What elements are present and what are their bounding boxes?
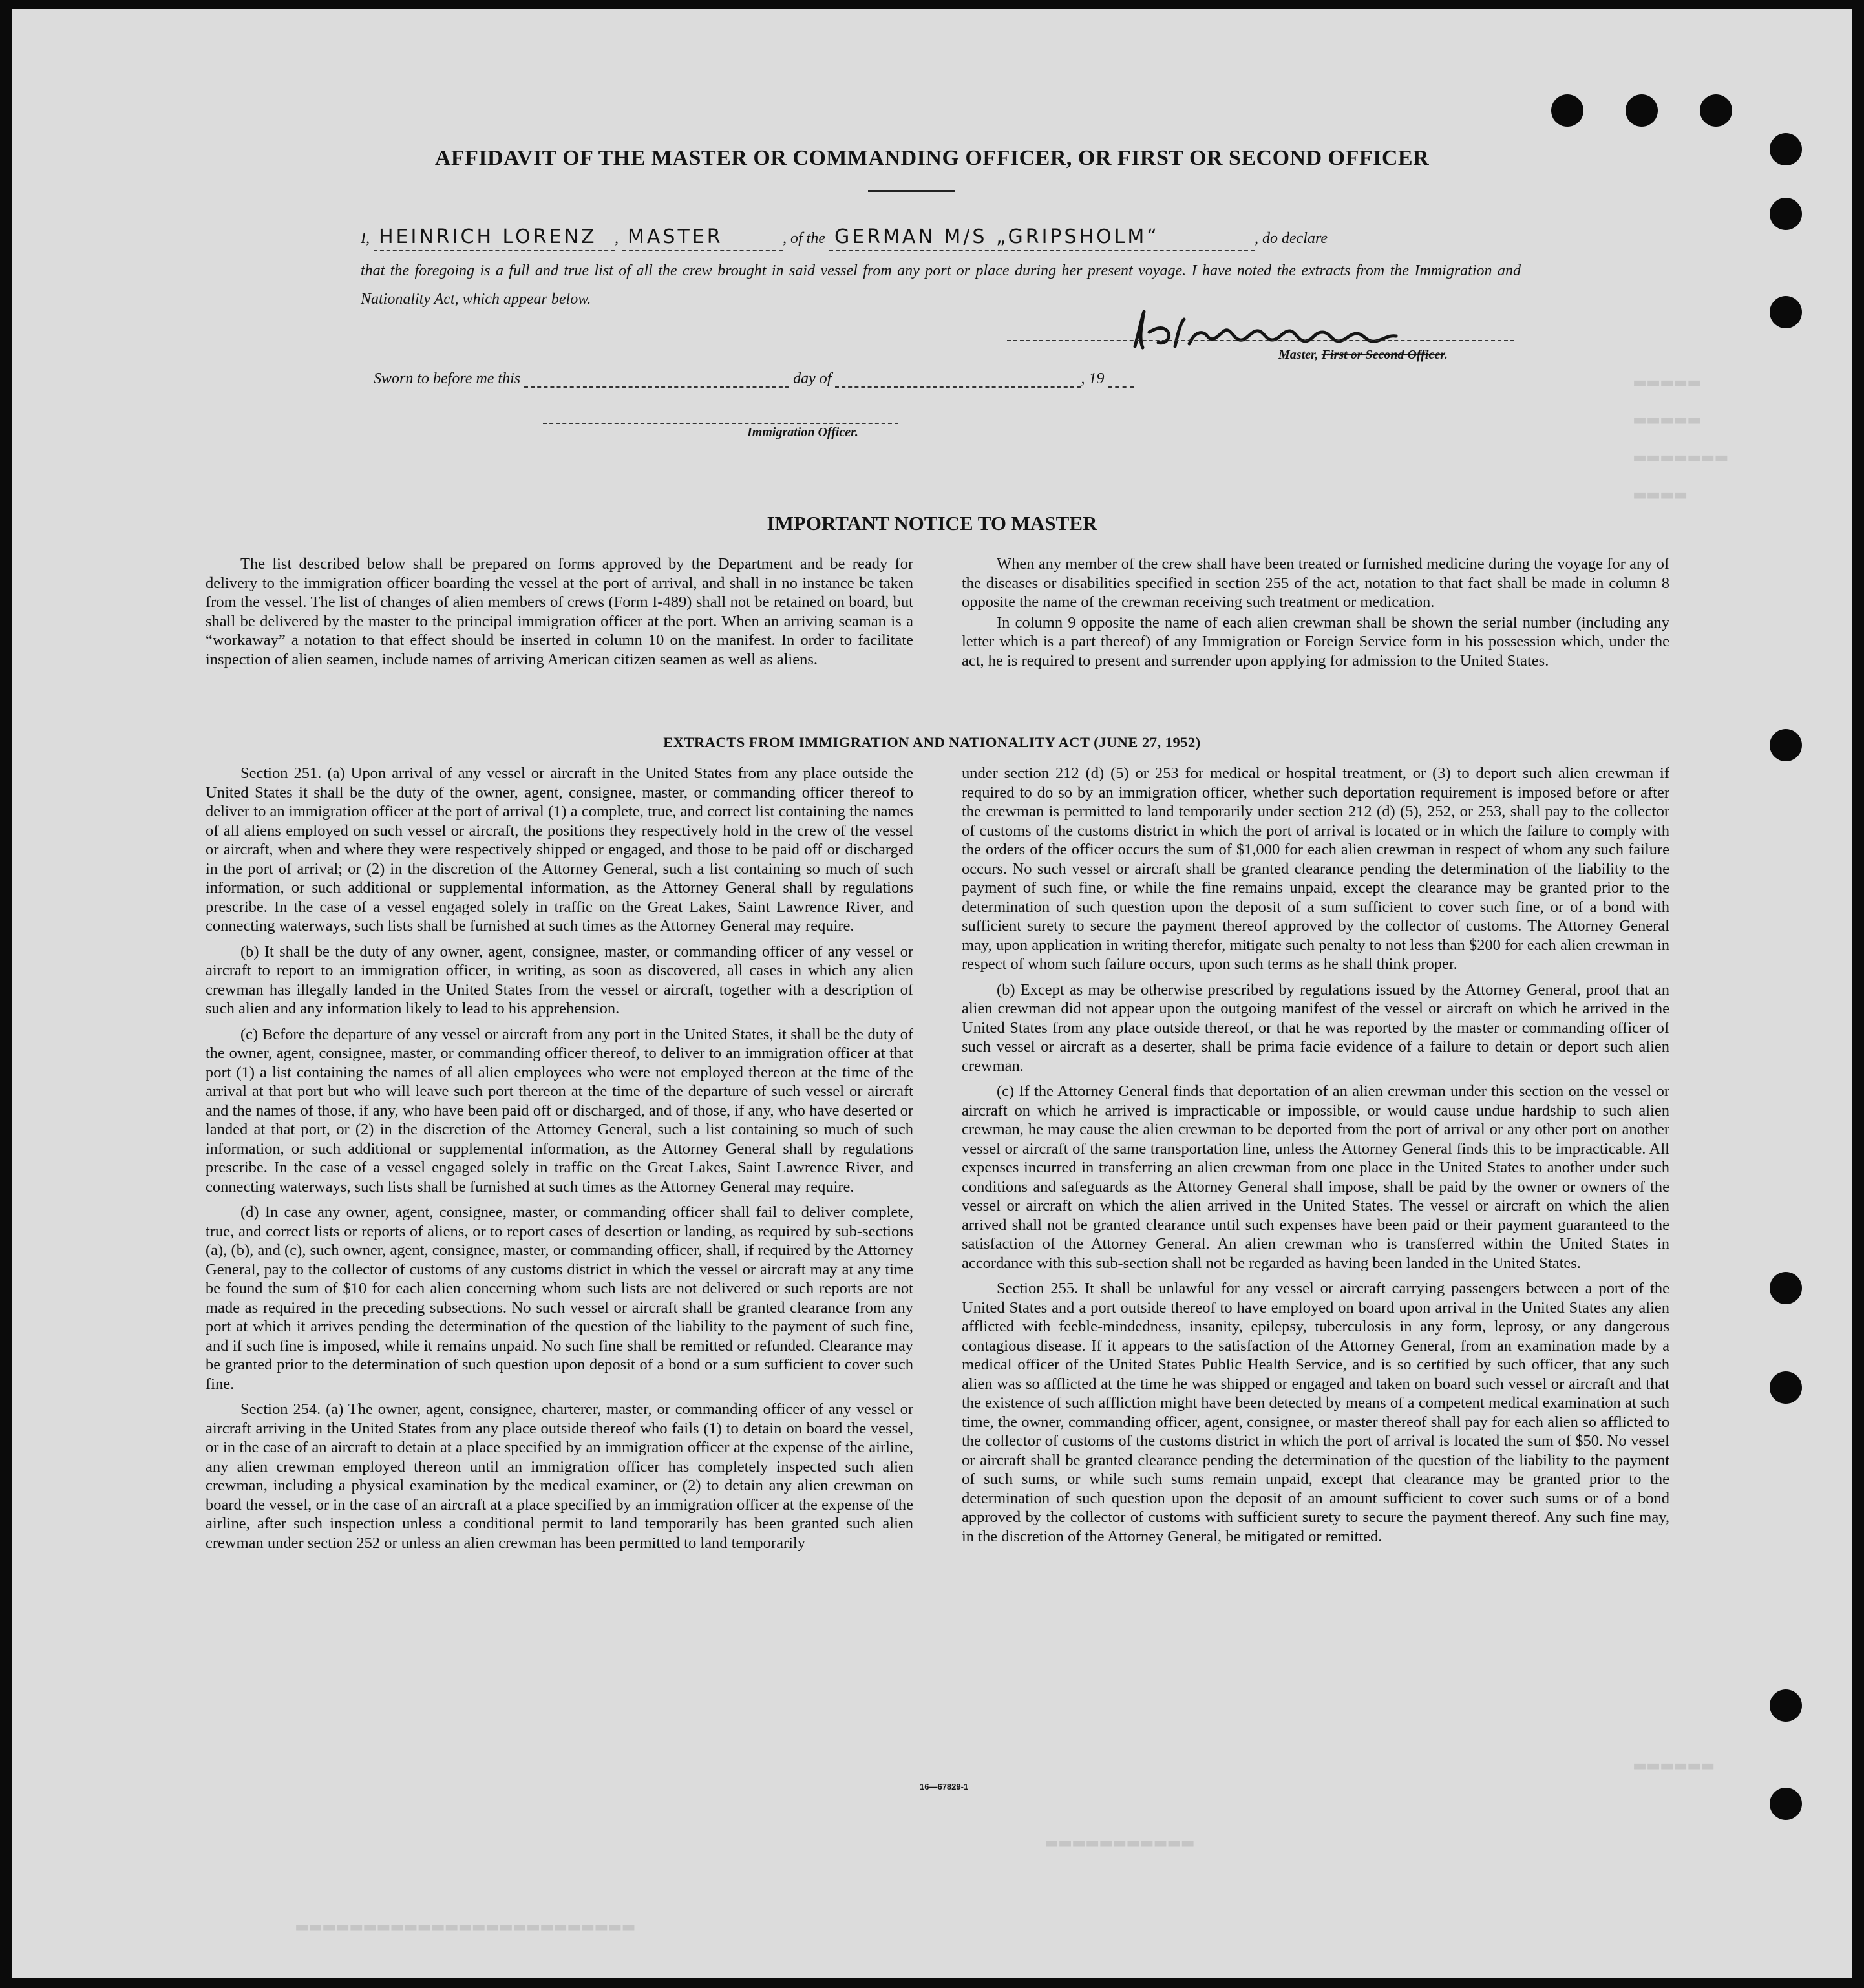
punch-hole xyxy=(1770,1272,1802,1304)
master-label: Master, xyxy=(1278,348,1319,362)
master-name-field: HEINRICH LORENZ xyxy=(374,224,615,251)
act-paragraph: Section 254. (a) The owner, agent, consignee, charterer, master, or commanding officer of any vessel or aircraft arriving in the United States from any place outside thereof who fails (1) to detain on board the vessel, or in the case of an aircraft to detain at a place specified by an immigration officer at the expense of the airline, any alien crewman employed thereon until an immigration officer has completely inspected such alien crewman, including a physical examination by the medical examiner, or (2) to detain any alien crewman on board the vessel, or in the case of an aircraft at a place specified by an immigration officer at the expense of the airline, after such inspection unless a conditional permit to land temporarily has been granted such alien crewman under section 252 or unless an alien crewman has been permitted to land temporarily xyxy=(206,1401,913,1552)
punch-hole xyxy=(1770,1788,1802,1820)
notice-right-column xyxy=(962,555,1669,670)
day-of-label: day of xyxy=(793,370,832,387)
signature-caption xyxy=(1278,348,1448,363)
act-left-column xyxy=(206,764,913,1552)
immigration-officer-label: Immigration Officer. xyxy=(747,425,858,439)
act-paragraph: under section 212 (d) (5) or 253 for medical or hospital treatment, or (3) to deport such alien crewman if required to do so by an immigration officer, whether such deportation requirement is imposed before or after the crewman is permitted to land temporarily under section 212 (d) (5), 252, or 253, shall pay to the collector of customs of the customs district in which the port of arrival is located or in which the failure to comply with the orders of the officer occurs the sum of $1,000 for each alien crewman in respect of whom any such failure occurs. No such vessel or aircraft shall be granted clearance pending the determination of the liability to the payment of such fine, or while the fine remains unpaid, except the clearance may be granted prior to the determination of such question upon the deposit of a sum sufficient to cover such fine, or of a bond with sufficient surety to secure the payment thereof approved by the collector of customs. The Attorney General may, upon application in writing therefor, mitigate such penalty to not less than $200 for each alien crewman in respect of whom such failure occurs, upon such terms as he shall think proper. xyxy=(962,765,1669,973)
declaration-prefix: I, xyxy=(361,230,370,247)
bleed-through-mark: ▬▬▬▬▬▬▬▬▬▬▬▬▬▬▬▬▬▬▬▬▬▬▬▬▬ xyxy=(296,1916,637,1938)
act-paragraph: (b) Except as may be otherwise prescribed by regulations issued by the Attorney General, proof that an alien crewman did not appear upon the outgoing manifest of the vessel or aircraft on which he arrived in the United States from any place outside thereof, or that he was reported by the master or commanding officer of such vessel or aircraft as a deserter, shall be prima facie evidence of a failure to detain or deport such alien crewman. xyxy=(962,980,1669,1075)
bleed-through-mark: ▬▬▬▬▬ xyxy=(1634,371,1702,394)
bleed-through-mark: ▬▬▬▬▬▬ xyxy=(1634,1754,1716,1777)
bleed-through-mark: ▬▬▬▬▬ xyxy=(1634,408,1702,431)
punch-hole xyxy=(1770,1689,1802,1722)
comma: , xyxy=(615,230,619,247)
sworn-year-blank xyxy=(1108,370,1134,388)
notice-paragraph: In column 9 opposite the name of each alien crewman shall be shown the serial number (including any letter which is a part thereof) of any Immigration or Foreign Service form in his possession which, under the act, he is required to present and surrender upon applying for admission to the United States. xyxy=(962,613,1669,670)
act-paragraph: Section 255. It shall be unlawful for any vessel or aircraft carrying passengers between a port of the United States and a port outside thereof to have employed on board upon arrival in the United States any alien afflicted with feeble-mindedness, insanity, epilepsy, tuberculosis in any form, leprosy, or any dangerous contagious disease. If it appears to the satisfaction of the Attorney General, from an examination made by a medical officer of the United States Public Health Service, and is so certified by such officer, that any such alien was so afflicted at the time he was shipped or engaged and taken on board such vessel or aircraft and that the existence of such affliction might have been detected by means of a competent medical examination at such time, the owner, commanding officer, agent, consignee, or master thereof shall pay for each alien so afflicted to the collector of customs of the customs district in which the port of arrival is located the sum of $50. No vessel or aircraft shall be granted clearance pending the determination of the question of the liability to the payment of such sums, or while such sums remain unpaid, except that clearance may be granted prior to the determination of such question upon the deposit of an amount sufficient to cover such sums or of a bond approved by the collector of customs with sufficient surety to secure the payment thereof. Any such fine may, in the discretion of the Attorney General, be mitigated or remitted. xyxy=(962,1280,1669,1545)
struck-officer-label: First or Second Officer xyxy=(1321,348,1445,362)
declaration-text: that the foregoing is a full and true list of all the crew brought in said vessel from any port or place during her present voyage. I have noted the extracts from the Immigration and Nationality Act, which appear below. xyxy=(361,262,1521,308)
act-paragraph: (c) If the Attorney General finds that deportation of an alien crewman under this section on the vessel or aircraft on which he arrived is impracticable or impossible, or would cause undue hardship to such alien crewman, he may cause the alien crewman to be deported from the port of arrival or any other port on another vessel or aircraft of the same transportation line, unless the Attorney General finds this to be impracticable. All expenses incurred in transferring an alien crewman from one place in the United States to another under such conditions and safeguards as the Attorney General shall impose, shall be paid by the owner or owners of the vessel or aircraft on which the alien arrived in the United States. The vessel or aircraft on which the alien arrived shall not be granted clearance until such expenses have been paid or their payment guaranteed to the satisfaction of the Attorney General. An alien crewman who is transferred within the United States in accordance with this sub-section shall not be regarded as having been landed in the United States. xyxy=(962,1083,1669,1272)
sworn-day-blank xyxy=(524,370,789,388)
notice-paragraph: When any member of the crew shall have been treated or furnished medicine during the voyage for any of the diseases or disabilities specified in section 255 of the act, notation to that fact shall be made in column 8 opposite the name of the crewman receiving such treatment or medication. xyxy=(962,555,1669,611)
notice-left-column xyxy=(206,555,913,669)
notice-heading: IMPORTANT NOTICE TO MASTER xyxy=(767,512,1097,534)
sworn-month-blank xyxy=(835,370,1081,388)
act-right-column xyxy=(962,764,1669,1546)
act-paragraph: (d) In case any owner, agent, consignee, master, or commanding officer shall fail to deliver complete, true, and correct lists or reports of aliens, or to report cases of desertion or landing, as required by sub-sections (a), (b), and (c), such owner, agent, consignee, master, or commanding officer, shall, if required by the Attorney General, pay to the collector of customs of any customs district in which the vessel or aircraft may at any time be found the sum of $10 for each alien concerning whom such lists are not delivered or such reports are not made as required in the preceding subsections. No such vessel or aircraft shall be granted clearance from any port at which it arrives pending the determination of the question of the liability to the payment of such fine, and if such fine is imposed, while it remains unpaid. No such fine shall be remitted or refunded. Clearance may be granted prior to the determination of such question upon deposit of a bond or a sum sufficient to cover such fine. xyxy=(206,1203,913,1393)
immigration-officer-line xyxy=(543,423,898,424)
title-divider xyxy=(868,190,955,192)
punch-hole xyxy=(1770,1371,1802,1404)
affidavit-title: AFFIDAVIT OF THE MASTER OR COMMANDING OFFICER, OR FIRST OR SECOND OFFICER xyxy=(434,146,1430,170)
act-paragraph: (b) It shall be the duty of any owner, agent, consignee, master, or commanding officer of any vessel or aircraft to report to an immigration officer, in writing, as soon as discovered, all cases in which any alien crewman has illegally landed in the United States from the vessel or aircraft, together with a description of such alien and any information likely to lead to his apprehension. xyxy=(206,942,913,1017)
punch-hole xyxy=(1551,94,1583,127)
document-page xyxy=(12,9,1852,1978)
declaration-block xyxy=(361,224,1521,313)
act-paragraph: (c) Before the departure of any vessel or aircraft from any port in the United States, it shall be the duty of the owner, agent, consignee, master, or commanding officer thereof, to deliver to an immigration officer at that port (1) a list containing the names of all alien employees who were not employed thereon at the time of the arrival at that port but who will leave such port thereon at the time of the departure of such vessel or aircraft and the names of those, if any, who have been paid off or discharged, and of those, if any, who have deserted or landed at that port, or (2) in the discretion of the Attorney General, such a list containing so much of such information, or such additional or supplemental information, as the Attorney General shall by regulations prescribe. In the case of a vessel engaged solely in traffic on the Great Lakes, Saint Lawrence River, and connecting waterways, such lists shall be furnished at such times as the Attorney General may require. xyxy=(206,1025,913,1196)
year-label: , 19 xyxy=(1081,370,1105,387)
sworn-line xyxy=(374,370,1134,388)
master-signature xyxy=(1130,306,1434,352)
declare-label: , do declare xyxy=(1255,230,1328,247)
bleed-through-mark: ▬▬▬▬▬▬▬ xyxy=(1634,446,1730,469)
punch-hole xyxy=(1700,94,1732,127)
of-the-label: , of the xyxy=(783,230,825,247)
punch-hole xyxy=(1770,296,1802,328)
sworn-label: Sworn to before me this xyxy=(374,370,521,387)
form-number: 16—67829-1 xyxy=(920,1782,969,1792)
signature-line xyxy=(1007,340,1514,341)
bleed-through-mark: ▬▬▬▬ xyxy=(1634,483,1689,506)
punch-hole xyxy=(1626,94,1658,127)
punch-hole xyxy=(1770,198,1802,230)
bleed-through-mark: ▬▬▬▬▬▬▬▬▬▬▬ xyxy=(1046,1832,1196,1854)
notice-paragraph: The list described below shall be prepared on forms approved by the Department and be ready for delivery to the immigration officer boarding the vessel at the port of arrival, and shall in no instance be taken from the vessel. The list of changes of alien members of crews (Form I-489) shall not be retained on board, but shall be delivered by the master to the principal immigration officer at the port. When an arriving seaman is a “workaway” a notation to that effect should be inserted in column 10 on the manifest. In order to facilitate inspection of alien seamen, include names of arriving American citizen seamen as well as aliens. xyxy=(206,555,913,668)
act-paragraph: Section 251. (a) Upon arrival of any vessel or aircraft in the United States from any place outside the United States it shall be the duty of the owner, agent, consignee, master, or commanding officer thereof to deliver to an immigration officer at the port of arrival (1) a complete, true, and correct list containing the names of all aliens employed on such vessel or aircraft, the positions they respectively hold in the crew of the vessel or aircraft, when and where they were respectively shipped or engaged, and those to be paid off or discharged in the port of arrival; or (2) in the discretion of the Attorney General, such a list containing so much of such information, or such additional or supplemental information, as the Attorney General shall by regulations prescribe. In the case of a vessel engaged solely in traffic on the Great Lakes, Saint Lawrence River, and connecting waterways, such lists shall be furnished at such times as the Attorney General may require. xyxy=(206,765,913,935)
extracts-heading: EXTRACTS FROM IMMIGRATION AND NATIONALITY ACT (JUNE 27, 1952) xyxy=(663,734,1201,750)
vessel-field: GERMAN M/S „GRIPSHOLM“ xyxy=(829,224,1255,251)
period: . xyxy=(1444,348,1448,362)
rank-field: MASTER xyxy=(622,224,783,251)
